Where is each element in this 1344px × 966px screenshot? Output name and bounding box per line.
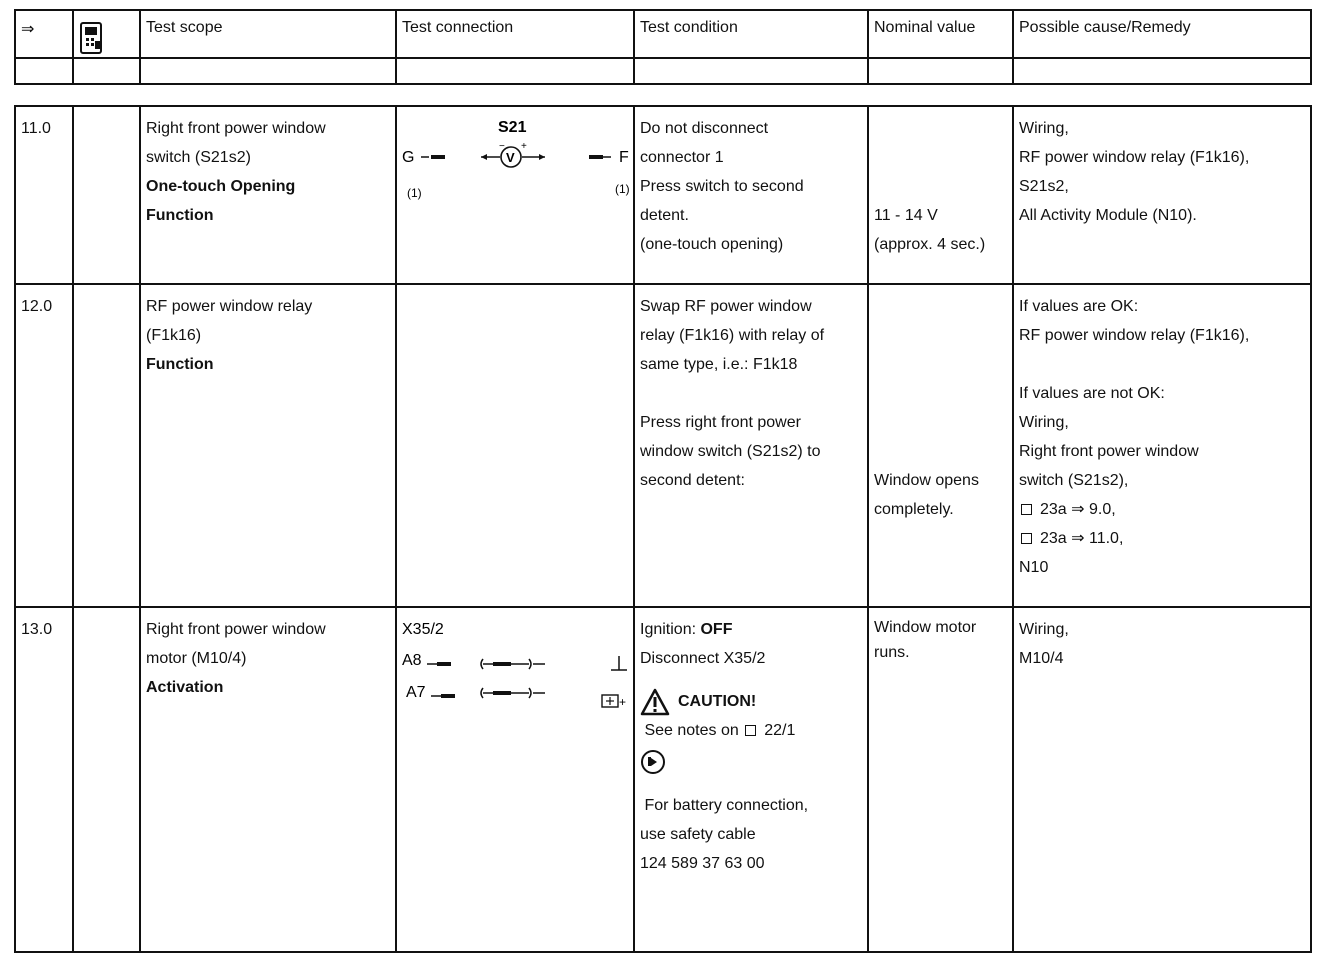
test-scope: RF power window relay (F1k16) Function — [146, 298, 313, 373]
svg-text:X35/2: X35/2 — [402, 621, 444, 638]
test-condition: Swap RF power window relay (F1k16) with relay of same type, i.e.: F1k18 Press right front power window switch (S21s2) to second detent: — [640, 298, 825, 489]
table-row — [15, 607, 1311, 952]
svg-text:−: − — [499, 141, 505, 152]
header-table — [14, 9, 1312, 85]
manual-reference[interactable]: 23a ⇒ 9.0, — [1019, 495, 1304, 524]
nominal-value: Window motor runs. — [874, 619, 977, 661]
svg-text:F: F — [619, 149, 629, 166]
warning-triangle-icon — [640, 688, 670, 716]
step-number: 11.0 — [21, 120, 51, 137]
header-arrow: ⇒ — [21, 21, 35, 38]
svg-text:(1): (1) — [615, 182, 630, 196]
header-test-scope: Test scope — [140, 10, 396, 58]
svg-text:A7: A7 — [406, 684, 426, 701]
header-test-connection: Test connection — [396, 10, 634, 58]
svg-text:A8: A8 — [402, 652, 422, 669]
see-notes[interactable]: See notes on 22/1 — [644, 722, 796, 739]
tester-icon — [79, 21, 105, 55]
header-icon-cell — [73, 10, 140, 58]
battery-icon — [602, 695, 626, 709]
document-box-icon — [745, 725, 756, 736]
test-condition: Ignition: OFF Disconnect X35/2 CAUTION! See notes on 22/1 For battery connection, use safety cable 124 589 37 63 00 — [635, 608, 867, 878]
table-row — [15, 106, 1311, 284]
test-scope: Right front power window motor (M10/4) Activation — [146, 621, 326, 696]
svg-text:G: G — [402, 149, 415, 166]
document-box-icon — [1021, 504, 1032, 515]
test-table — [14, 105, 1312, 953]
possible-cause: If values are OK: RF power window relay (F1k16), If values are not OK: Wiring, Right front power window switch (S21s2), 23a ⇒ 9.0, 23a ⇒ 11.0, N10 — [1014, 285, 1310, 582]
test-scope: Right front power window switch (S21s2) One-touch Opening Function — [146, 120, 326, 224]
motor-activation-diagram — [397, 608, 635, 718]
document-box-icon — [1021, 533, 1032, 544]
header-arrow-cell — [15, 10, 73, 58]
test-condition: Do not disconnect connector 1 Press switch to second detent. (one-touch opening) — [640, 120, 804, 253]
header-test-condition: Test condition — [634, 10, 868, 58]
stop-hand-icon — [640, 749, 666, 775]
header-blank-row — [15, 58, 1311, 84]
step-number: 12.0 — [21, 298, 53, 315]
table-row — [15, 284, 1311, 607]
svg-text:+: + — [619, 695, 627, 709]
nominal-value: Window opens completely. — [874, 472, 979, 518]
manual-reference[interactable]: 23a ⇒ 11.0, — [1019, 524, 1304, 553]
caution-notice: CAUTION! — [640, 687, 861, 716]
test-connection — [396, 106, 634, 284]
test-connection — [396, 607, 634, 952]
header-nominal-value: Nominal value — [868, 10, 1013, 58]
voltage-meter-diagram — [397, 107, 635, 227]
tester-cell — [73, 284, 140, 607]
svg-text:+: + — [521, 141, 527, 152]
tester-cell — [73, 607, 140, 952]
header-possible-cause: Possible cause/Remedy — [1013, 10, 1311, 58]
nominal-value: 11 - 14 V (approx. 4 sec.) — [874, 207, 986, 253]
possible-cause: Wiring, M10/4 — [1019, 621, 1069, 667]
svg-text:V: V — [506, 150, 515, 165]
svg-text:(1): (1) — [407, 186, 422, 200]
tester-cell — [73, 106, 140, 284]
step-number: 13.0 — [21, 621, 53, 638]
possible-cause: Wiring, RF power window relay (F1k16), S21s2, All Activity Module (N10). — [1019, 120, 1250, 224]
svg-text:S21: S21 — [498, 119, 527, 136]
test-connection — [396, 284, 634, 607]
